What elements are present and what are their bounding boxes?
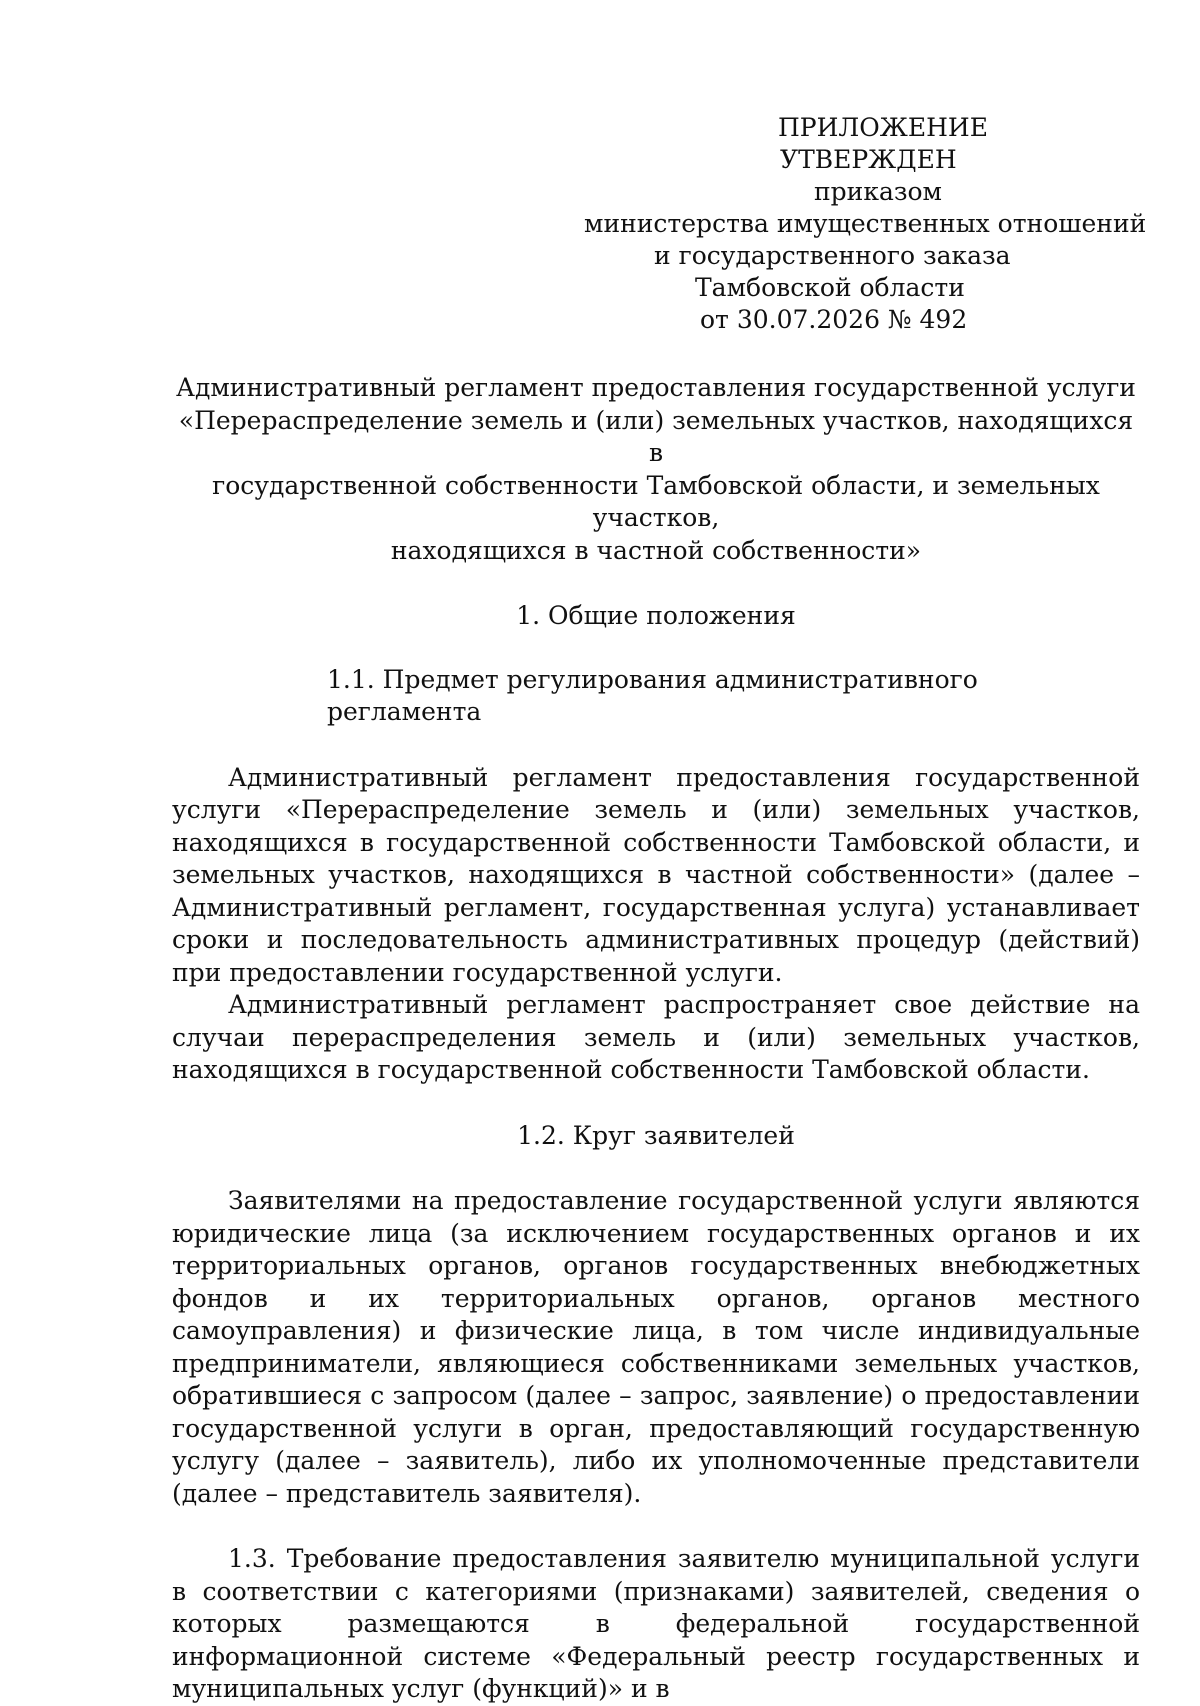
approval-appendix-label: ПРИЛОЖЕНИЕ <box>778 113 988 142</box>
paragraph-subject-2: Административный регламент распространяет свое действие на случаи перераспределения земель и (или) земельных участков, находящихся в государственной собственности Тамбовской области. <box>172 990 1140 1084</box>
approval-block <box>560 112 1147 336</box>
paragraph-applicants: Заявителями на предоставление государственной услуги являются юридические лица (за исключением государственных органов и их территориальных органов, органов государственных внебюджетных фондов и их территориальных органов, органов местного самоуправления) и физические лица, в том числе индивидуальные предприниматели, являющиеся собственниками земельных участков, обратившиеся с запросом (далее – запрос, заявление) о предоставлении государственной услуги в орган, предоставляющий государственную услугу (далее – заявитель), либо их уполномоченные представители (далее – представитель заявителя). <box>172 1186 1140 1508</box>
title-line: Административный регламент предоставления государственной услуги <box>176 373 1136 402</box>
approval-ministry-line-2: и государственного заказа <box>654 241 1011 270</box>
document-title <box>172 372 1140 567</box>
paragraph-requirement: 1.3. Требование предоставления заявителю муниципальной услуги в соответствии с категориями (признаками) заявителей, сведения о которых размещаются в федеральной государственной информационной системе «Федеральный реестр государственных и муниципальных услуг (функций)» и в <box>172 1544 1140 1703</box>
title-line: находящихся в частной собственности» <box>390 535 922 565</box>
document-body <box>172 372 1140 1706</box>
paragraph-subject-1: Административный регламент предоставления государственной услуги «Перераспределение земель и (или) земельных участков, находящихся в государственной собственности Тамбовской области, и земельных участков, находящихся в частной собственности» (далее – Административный регламент, государственная услуга) устанавливает сроки и последовательность административных процедур (действий) при предоставлении государственной услуги. <box>172 762 1140 987</box>
subsection-heading-applicants: 1.2. Круг заявителей <box>517 1120 795 1150</box>
title-line: государственной собственности Тамбовской области, и земельных участков, <box>212 470 1100 532</box>
subsection-heading-subject: 1.1. Предмет регулирования административного регламента <box>327 664 978 726</box>
approval-approved-label: УТВЕРЖДЕН <box>780 145 957 174</box>
approval-ministry-line: министерства имущественных отношений <box>584 209 1147 238</box>
approval-region-line: Тамбовской области <box>695 273 965 302</box>
section-heading-general: 1. Общие положения <box>516 601 796 630</box>
approval-date-number: от 30.07.2026 № 492 <box>700 305 968 334</box>
approval-order-label: приказом <box>814 177 942 206</box>
title-line: «Перераспределение земель и (или) земельных участков, находящихся в <box>178 405 1134 467</box>
